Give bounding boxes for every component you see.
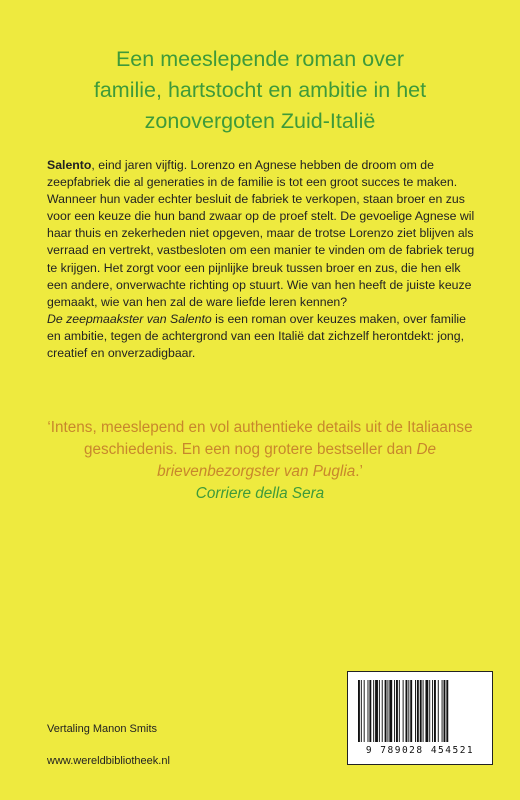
barcode-bar: [425, 680, 428, 742]
blurb-paragraph-2-text: is een roman over keuzes maken, over familie en ambitie, tegen de achtergrond van een Italië dat zichzelf herontdekt: jong, creatief en onverzadigbaar.: [47, 311, 466, 361]
barcode-bar: [379, 680, 380, 742]
barcode-bar: [432, 680, 433, 742]
barcode-bar: [408, 680, 409, 742]
barcode-bar: [442, 680, 443, 742]
headline-line-2: familie, hartstocht en ambitie in het: [93, 78, 427, 102]
barcode-bar: [385, 680, 387, 742]
barcode-bars: [356, 680, 484, 744]
barcode-bar: [373, 680, 374, 742]
blurb-book-title: De zeepmaakster van Salento: [47, 311, 212, 326]
barcode-bar: [415, 680, 416, 742]
review-quote: [40, 417, 480, 505]
barcode: [347, 671, 493, 765]
barcode-bar: [396, 680, 398, 742]
blurb-paragraph-1-text: , eind jaren vijftig. Lorenzo en Agnese hebben de droom om de zeepfabriek die al generaties in de familie is tot een groot succes te maken. Wanneer hun vader echter besluit de fabriek te verkopen, staan broer en zus voor een keuze die hun band zwaar op de proef stelt. De gevoelige Agnese wil haar thuis en zekerheden niet opgeven, maar de trotse Lorenzo ziet blijven als verraad en vertrekt, vastbesloten om een manier te vinden om de fabriek terug te krijgen. Het zorgt voor een pijnlijke breuk tussen broer en zus, die hen elk een andere, onverwachte richting op stuurt. Wie van hen heeft de juiste keuze gemaakt, wie van hen zal de ware liefde leren kennen?: [47, 158, 475, 309]
barcode-bar: [361, 680, 362, 742]
headline-line-3: zonovergoten Zuid-Italië: [144, 109, 376, 133]
blurb-bold-lead: Salento: [47, 158, 92, 172]
blurb-paragraph-2: [47, 311, 479, 362]
barcode-bar: [394, 680, 395, 742]
barcode-bar: [434, 680, 436, 742]
barcode-bar: [358, 680, 360, 742]
blurb-paragraph-1: [47, 157, 479, 311]
quote-source: Corriere della Sera: [195, 485, 325, 502]
barcode-bar: [368, 680, 369, 742]
quote-text-1: ‘Intens, meeslepend en vol authentieke details uit de Italiaanse geschiedenis. En een nog grotere bestseller dan: [47, 419, 473, 458]
barcode-bar: [410, 680, 412, 742]
barcode-bar: [375, 680, 378, 742]
barcode-bar: [382, 680, 383, 742]
barcode-bar: [423, 680, 424, 742]
barcode-bar: [446, 680, 448, 742]
barcode-bar: [406, 680, 408, 742]
headline-line-1: Een meeslepende roman over: [115, 47, 405, 71]
barcode-bar: [429, 680, 430, 742]
publisher-website: www.wereldbibliotheek.nl: [47, 755, 170, 767]
barcode-bar: [389, 680, 392, 742]
barcode-number: 9 789028 454521: [365, 745, 475, 756]
translator-credit: Vertaling Manon Smits: [47, 723, 158, 735]
cover-headline: [60, 44, 460, 137]
blurb: [47, 157, 479, 362]
barcode-bar: [387, 680, 388, 742]
barcode-bar: [364, 680, 365, 742]
quote-book-title: De brievenbezorgster van Puglia: [157, 441, 437, 480]
barcode-bar: [369, 680, 371, 742]
barcode-bar: [417, 680, 419, 742]
barcode-bar: [444, 680, 446, 742]
barcode-bar: [403, 680, 404, 742]
quote-text-2: .’: [355, 463, 363, 480]
barcode-bar: [438, 680, 439, 742]
barcode-bar: [399, 680, 400, 742]
barcode-bar: [420, 680, 422, 742]
